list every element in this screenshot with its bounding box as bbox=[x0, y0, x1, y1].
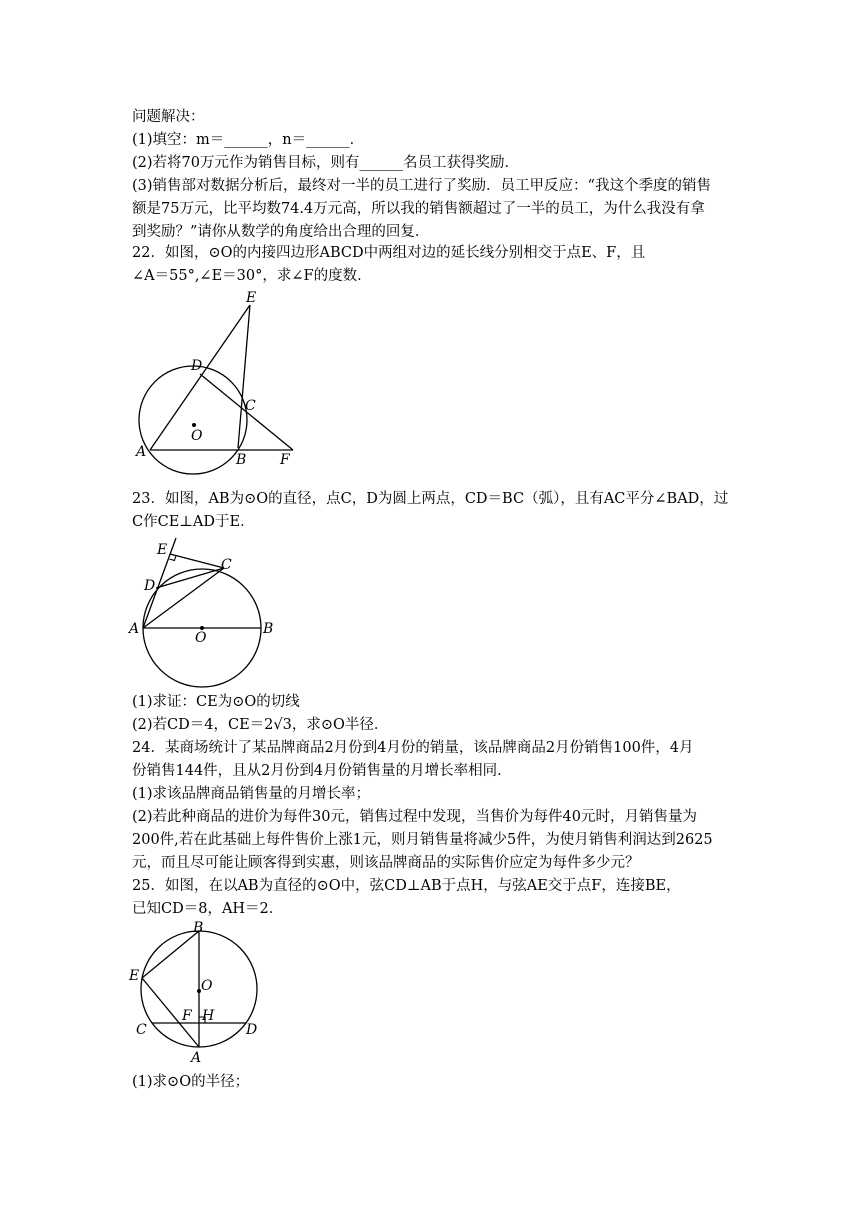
q23-statement-line2: C作CE⊥AD于E． bbox=[132, 514, 255, 530]
q21-part3-line1: (3)销售部对数据分析后，最终对一半的员工进行了奖励．员工甲反应：“我这个季度的销售 bbox=[132, 178, 711, 194]
q22-label-f: F bbox=[280, 452, 290, 468]
q25-statement-line1: 25．如图，在以AB为直径的⊙O中，弦CD⊥AB于点H，与弦AE交于点F，连接BE， bbox=[132, 878, 681, 894]
q25-figure bbox=[128, 916, 268, 1068]
q25-label-f: F bbox=[182, 1008, 192, 1024]
q21-part3-line2: 额是75万元，比平均数74.4万元高，所以我的销售额超过了一半的员工，为什么我没有拿 bbox=[132, 201, 705, 217]
q22-statement-line1: 22．如图，⊙O的内接四边形ABCD中两组对边的延长线分别相交于点E、F，且 bbox=[132, 245, 646, 261]
q22-label-b: B bbox=[236, 452, 247, 468]
q25-label-h: H bbox=[202, 1008, 215, 1024]
q25-part1: (1)求⊙O的半径； bbox=[132, 1074, 250, 1090]
q24-part2-line2: 200件,若在此基础上每件售价上涨1元，则月销售量将减少5件，为使月销售利润达到2625 bbox=[132, 832, 713, 848]
q23-part2: (2)若CD＝4，CE＝2√3，求⊙O半径． bbox=[132, 717, 389, 733]
q23-label-c: C bbox=[221, 557, 232, 573]
q23-figure bbox=[128, 538, 278, 690]
q24-statement-line1: 24．某商场统计了某品牌商品2月份到4月份的销量，该品牌商品2月份销售100件，4月 bbox=[132, 740, 694, 756]
q24-part2-line1: (2)若此种商品的进价为每件30元，销售过程中发现，当售价为每件40元时，月销售量为 bbox=[132, 809, 697, 825]
q25-label-d: D bbox=[246, 1022, 258, 1038]
q22-label-o: O bbox=[191, 428, 203, 444]
q22-figure bbox=[130, 290, 310, 470]
q23-label-a: A bbox=[129, 621, 140, 637]
q25-label-c: C bbox=[136, 1022, 147, 1038]
q21-part2: (2)若将70万元作为销售目标，则有______名员工获得奖励． bbox=[132, 155, 519, 171]
q22-statement-line2: ∠A＝55°,∠E＝30°，求∠F的度数． bbox=[132, 268, 372, 284]
q21-part1: (1)填空：m＝______，n＝______． bbox=[132, 132, 365, 148]
q24-part2-line3: 元，而且尽可能让顾客得到实惠，则该品牌商品的实际售价应定为每件多少元？ bbox=[132, 855, 640, 871]
q25-statement-line2: 已知CD＝8，AH＝2． bbox=[132, 901, 284, 917]
q23-part1: (1)求证：CE为⊙O的切线 bbox=[132, 694, 300, 710]
q23-label-o: O bbox=[195, 630, 207, 646]
q23-label-d: D bbox=[144, 578, 156, 594]
q22-label-c: C bbox=[245, 398, 256, 414]
q22-label-d: D bbox=[191, 358, 203, 374]
q21-part3-line3: 到奖励？”请你从数学的角度给出合理的回复． bbox=[132, 224, 430, 240]
q23-statement-line1: 23．如图，AB为⊙O的直径，点C，D为圆上两点，CD＝BC（弧），且有AC平分∠BAD，过 bbox=[132, 491, 729, 507]
q25-label-e: E bbox=[129, 968, 140, 984]
q23-right-angle-mark bbox=[170, 556, 177, 561]
q24-statement-line2: 份销售144件，且从2月份到4月份销售量的月增长率相同． bbox=[132, 763, 512, 779]
q22-circle bbox=[139, 366, 247, 474]
q24-part1: (1)求该品牌商品销售量的月增长率； bbox=[132, 786, 371, 802]
q25-label-b: B bbox=[193, 920, 204, 936]
q22-center-dot bbox=[192, 423, 196, 427]
q23-label-b: B bbox=[263, 621, 274, 637]
q21-heading: 问题解决： bbox=[132, 109, 205, 125]
q25-label-a: A bbox=[191, 1050, 202, 1066]
q25-label-o: O bbox=[201, 978, 213, 994]
q23-label-e: E bbox=[157, 542, 168, 558]
q22-label-e: E bbox=[246, 290, 257, 306]
q22-label-a: A bbox=[136, 444, 147, 460]
